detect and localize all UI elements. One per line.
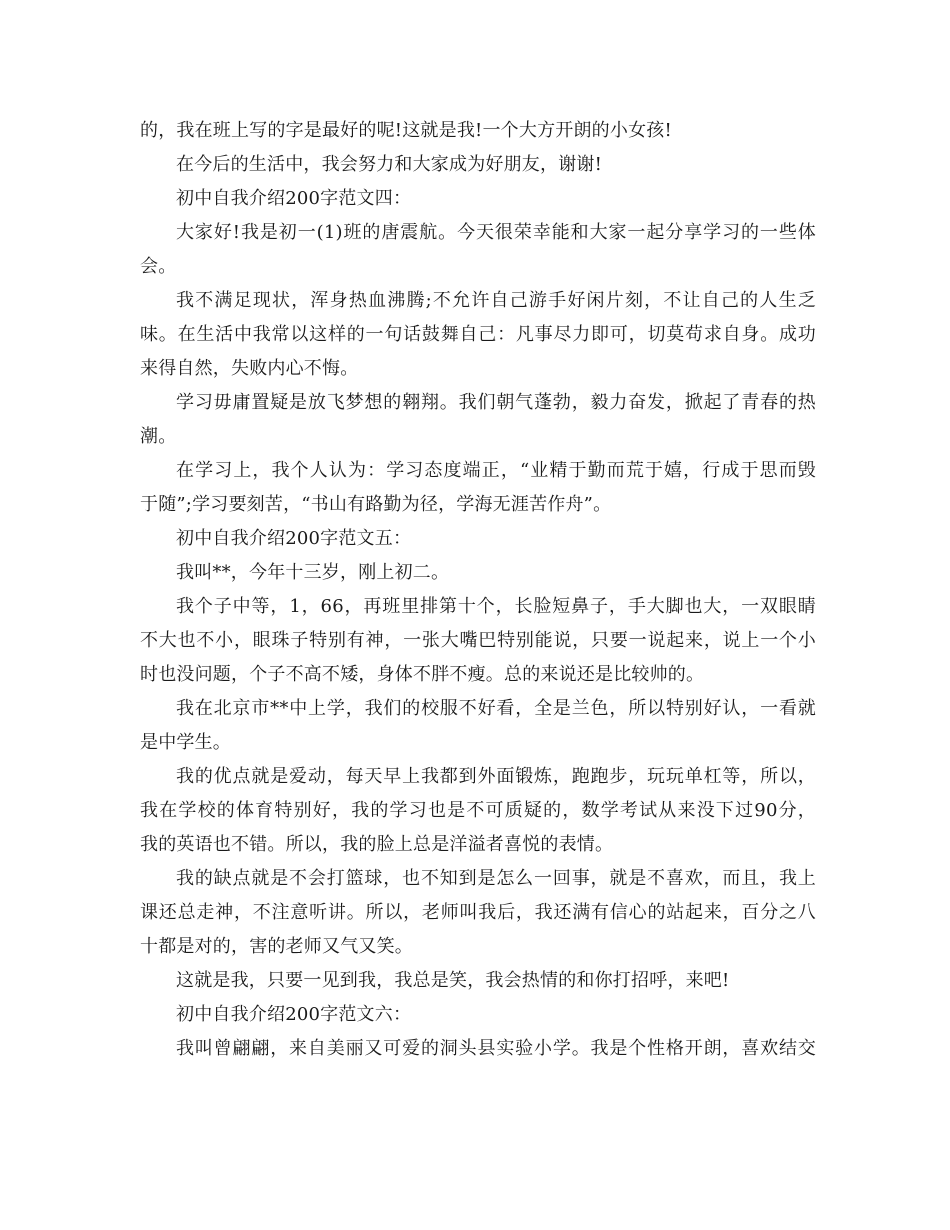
text-line: 会。 [140,256,177,277]
text-line: 我叫曾翩翩，来自美丽又可爱的洞头县实验小学。我是个性格开朗，喜欢结交 [176,1038,816,1059]
text-line: 在今后的生活中，我会努力和大家成为好朋友，谢谢! [176,154,603,175]
text-line: 我的英语也不错。所以，我的脸上总是洋溢者喜悦的表情。 [140,834,614,855]
text-line: 于随”;学习要刻苦，“书山有路勤为径，学海无涯苦作舟”。 [140,494,612,515]
text-line: 潮。 [140,426,177,447]
text-line: 味。在生活中我常以这样的一句话鼓舞自己：凡事尽力即可，切莫苟求自身。成功 [140,324,816,345]
text-line: 我的缺点就是不会打篮球，也不知到是怎么一回事，就是不喜欢，而且，我上 [176,868,816,889]
text-line: 在学习上，我个人认为：学习态度端正，“业精于勤而荒于嬉，行成于思而毁 [176,460,816,481]
text-line: 来得自然，失败内心不悔。 [140,358,359,379]
text-line: 课还总走神，不注意听讲。所以，老师叫我后，我还满有信心的站起来，百分之八 [140,902,816,923]
text-line: 我在北京市**中上学，我们的校服不好看，全是兰色，所以特别好认，一看就 [176,698,816,719]
text-line: 初中自我介绍200字范文四： [176,188,412,209]
text-line: 是中学生。 [140,732,231,753]
text-line: 初中自我介绍200字范文五： [176,528,412,549]
text-line: 的，我在班上写的字是最好的呢!这就是我!一个大方开朗的小女孩! [140,120,672,141]
text-line: 十都是对的，害的老师又气又笑。 [140,936,413,957]
text-line: 我的优点就是爱动，每天早上我都到外面锻炼，跑跑步，玩玩单杠等，所以， [176,766,816,787]
text-line: 我个子中等，1，66，再班里排第十个，长脸短鼻子，手大脚也大，一双眼睛 [176,596,816,617]
text-line: 我叫**，今年十三岁，刚上初二。 [176,562,450,583]
text-line: 我在学校的体育特别好，我的学习也是不可质疑的，数学考试从来没下过90分， [140,800,816,821]
text-line: 时也没问题，个子不高不矮，身体不胖不瘦。总的来说还是比较帅的。 [140,664,705,685]
text-line: 不大也不小，眼珠子特别有神，一张大嘴巴特别能说，只要一说起来，说上一个小 [140,630,816,651]
text-line: 初中自我介绍200字范文六： [176,1004,412,1025]
text-line: 大家好!我是初一(1)班的唐震航。今天很荣幸能和大家一起分享学习的一些体 [176,222,816,243]
text-line: 学习毋庸置疑是放飞梦想的翱翔。我们朝气蓬勃，毅力奋发，掀起了青春的热 [176,392,816,413]
text-line: 我不满足现状，浑身热血沸腾;不允许自己游手好闲片刻，不让自己的人生乏 [176,290,816,311]
document-body [140,114,816,1066]
text-line: 这就是我，只要一见到我，我总是笑，我会热情的和你打招呼，来吧! [176,970,730,991]
